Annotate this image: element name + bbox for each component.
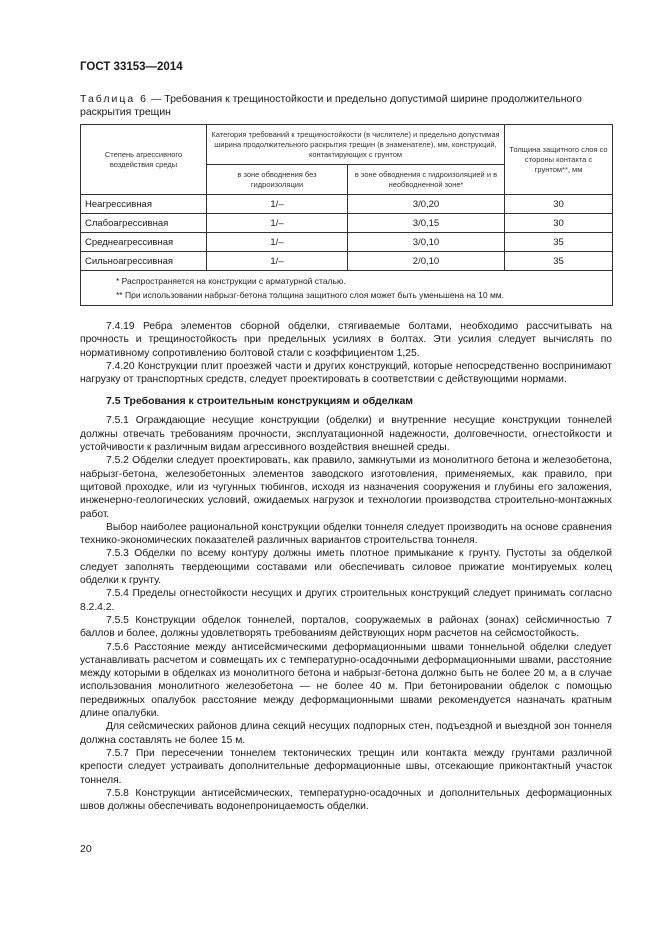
header-category: Категория требований к трещиностойкости (в числителе) и предельно допустимая ширина продолжительного раскрытия трещин (в знаменателе), мм, конструкций, контактирующих с грунтом bbox=[207, 125, 505, 165]
paragraph-7-5-5: 7.5.5 Конструкции обделок тоннелей, порталов, сооружаемых в районах (зонах) сейсмичностью 7 баллов и более, должны удовлетворять требованиям действующих норм расчетов на сейсмостойкость. bbox=[80, 614, 612, 640]
no-insulation-cell: 1/– bbox=[207, 252, 348, 271]
table-row bbox=[81, 233, 613, 252]
subheader-no-insulation: в зоне обводнения без гидроизоляции bbox=[207, 165, 348, 195]
insulation-cell: 3/0,20 bbox=[348, 195, 505, 214]
header-protective-layer: Толщина защитного слоя со стороны контакта с грунтом**, мм bbox=[505, 125, 613, 195]
insulation-cell: 3/0,10 bbox=[348, 233, 505, 252]
table-notes bbox=[81, 271, 613, 306]
paragraph-seismic: Для сейсмических районов длина секций несущих подпорных стен, подъездной и выездной зон тоннеля должна составлять не более 15 м. bbox=[80, 721, 612, 746]
table-row bbox=[81, 252, 613, 271]
paragraph-7-5-4: 7.5.4 Пределы огнестойкости несущих и других строительных конструкций следует принимать согласно 8.2.4.2. bbox=[80, 588, 612, 613]
thickness-cell: 35 bbox=[505, 233, 613, 252]
paragraph-7-5-1: 7.5.1 Ограждающие несущие конструкции (обделки) и внутренние несущие конструкции тоннелей должны отвечать требованиям прочности, эксплуатационной надежности, долговечности, огнестойкости и устойчивости к различным видам агрессивного воздействия внешней среды. bbox=[80, 415, 612, 454]
insulation-cell: 3/0,15 bbox=[348, 214, 505, 233]
thickness-cell: 30 bbox=[505, 195, 613, 214]
subheader-with-insulation: в зоне обводнения с гидроизоляцией и в необводненной зоне* bbox=[348, 165, 505, 195]
degree-cell: Среднеагрессивная bbox=[81, 233, 207, 252]
paragraph-7-5-2: 7.5.2 Обделки следует проектировать, как правило, замкнутыми из монолитного бетона и железобетона, набрызг-бетона, железобетонных элементов заводского изготовления, применяемых, как правило, при щитовой проходке, или из чугунных тюбингов, исходя из назначения сооружения и глубины его заложения, инженерно-геологических условий, ожидаемых нагрузок и технологии производства строительно-монтажных работ. bbox=[80, 455, 612, 520]
table-row bbox=[81, 195, 613, 214]
table-note-1: * Распространяется на конструкции с арматурной сталью. bbox=[116, 276, 346, 286]
thickness-cell: 35 bbox=[505, 252, 613, 271]
paragraph-7-5-7: 7.5.7 При пересечении тоннелем тектонических трещин или контакта между грунтами различной крепости следует устраивать дополнительные деформационные швы, отсекающие приконтактный участок тоннеля. bbox=[80, 747, 612, 786]
header-aggressiveness: Степень агрессивного воздействия среды bbox=[81, 125, 207, 195]
paragraph-7-5-8: 7.5.8 Конструкции антисейсмических, температурно-осадочных и дополнительных деформационных швов должны обеспечивать водонепроницаемость обделки. bbox=[80, 787, 612, 813]
table-note-2: ** При использовании набрызг-бетона толщина защитного слоя может быть уменьшена на 10 мм. bbox=[116, 290, 505, 300]
paragraph-choice: Выбор наиболее рациональной конструкции обделки тоннеля следует производить на основе сравнения технико-экономических показателей различных вариантов строительства тоннеля. bbox=[80, 521, 612, 547]
page-number: 20 bbox=[80, 843, 92, 855]
table-caption bbox=[80, 93, 612, 119]
no-insulation-cell: 1/– bbox=[207, 195, 348, 214]
body-text bbox=[80, 320, 612, 813]
section-heading-7-5: 7.5 Требования к строительным конструкциям и обделкам bbox=[106, 395, 414, 408]
document-header: ГОСТ 33153—2014 bbox=[80, 61, 183, 73]
degree-cell: Слабоагрессивная bbox=[81, 214, 207, 233]
thickness-cell: 30 bbox=[505, 214, 613, 233]
degree-cell: Сильноагрессивная bbox=[81, 252, 207, 271]
table-caption-text: — Требования к трещиностойкости и предельно допустимой ширине продолжительного раскрытия трещин bbox=[80, 93, 582, 118]
no-insulation-cell: 1/– bbox=[207, 233, 348, 252]
paragraph-7-4-19: 7.4.19 Ребра элементов сборной обделки, стягиваемые болтами, необходимо рассчитывать на прочность и трещиностойкость при предельных усилиях в болтах. Эти усилия следует вычислять по нормативному сопротивлению болтовой стали с коэффициентом 1,25. bbox=[80, 321, 612, 359]
paragraph-7-4-20: 7.4.20 Конструкции плит проезжей части и других конструкций, которые непосредственно воспринимают нагрузку от транспортных средств, следует проектировать в соответствии с действующими нормами. bbox=[80, 360, 612, 386]
paragraph-7-5-3: 7.5.3 Обделки по всему контуру должны иметь плотное примыкание к грунту. Пустоты за обделкой следует заполнять твердеющими составами или обеспечивать силовое прижатие монтируемых колец обделки к грунту. bbox=[80, 548, 612, 587]
requirements-table bbox=[80, 124, 613, 306]
table-row bbox=[81, 214, 613, 233]
insulation-cell: 2/0,10 bbox=[348, 252, 505, 271]
degree-cell: Неагрессивная bbox=[81, 195, 207, 214]
no-insulation-cell: 1/– bbox=[207, 214, 348, 233]
paragraph-7-5-6: 7.5.6 Расстояние между антисейсмическими деформационными швами тоннельной обделки следует устанавливать расчетом и совмещать их с температурно-осадочными деформационными швами, расстояние между которыми в обделках из монолитного бетона и набрызг-бетона должно быть не более 20 м, а в случае использования монолитного железобетона — не более 40 м. При бетонировании обделок с помощью передвижных опалубок расстояние между деформационными швами рекомендуется назначать кратным длине опалубки. bbox=[80, 641, 612, 720]
table-caption-label: Таблица 6 bbox=[80, 93, 148, 105]
